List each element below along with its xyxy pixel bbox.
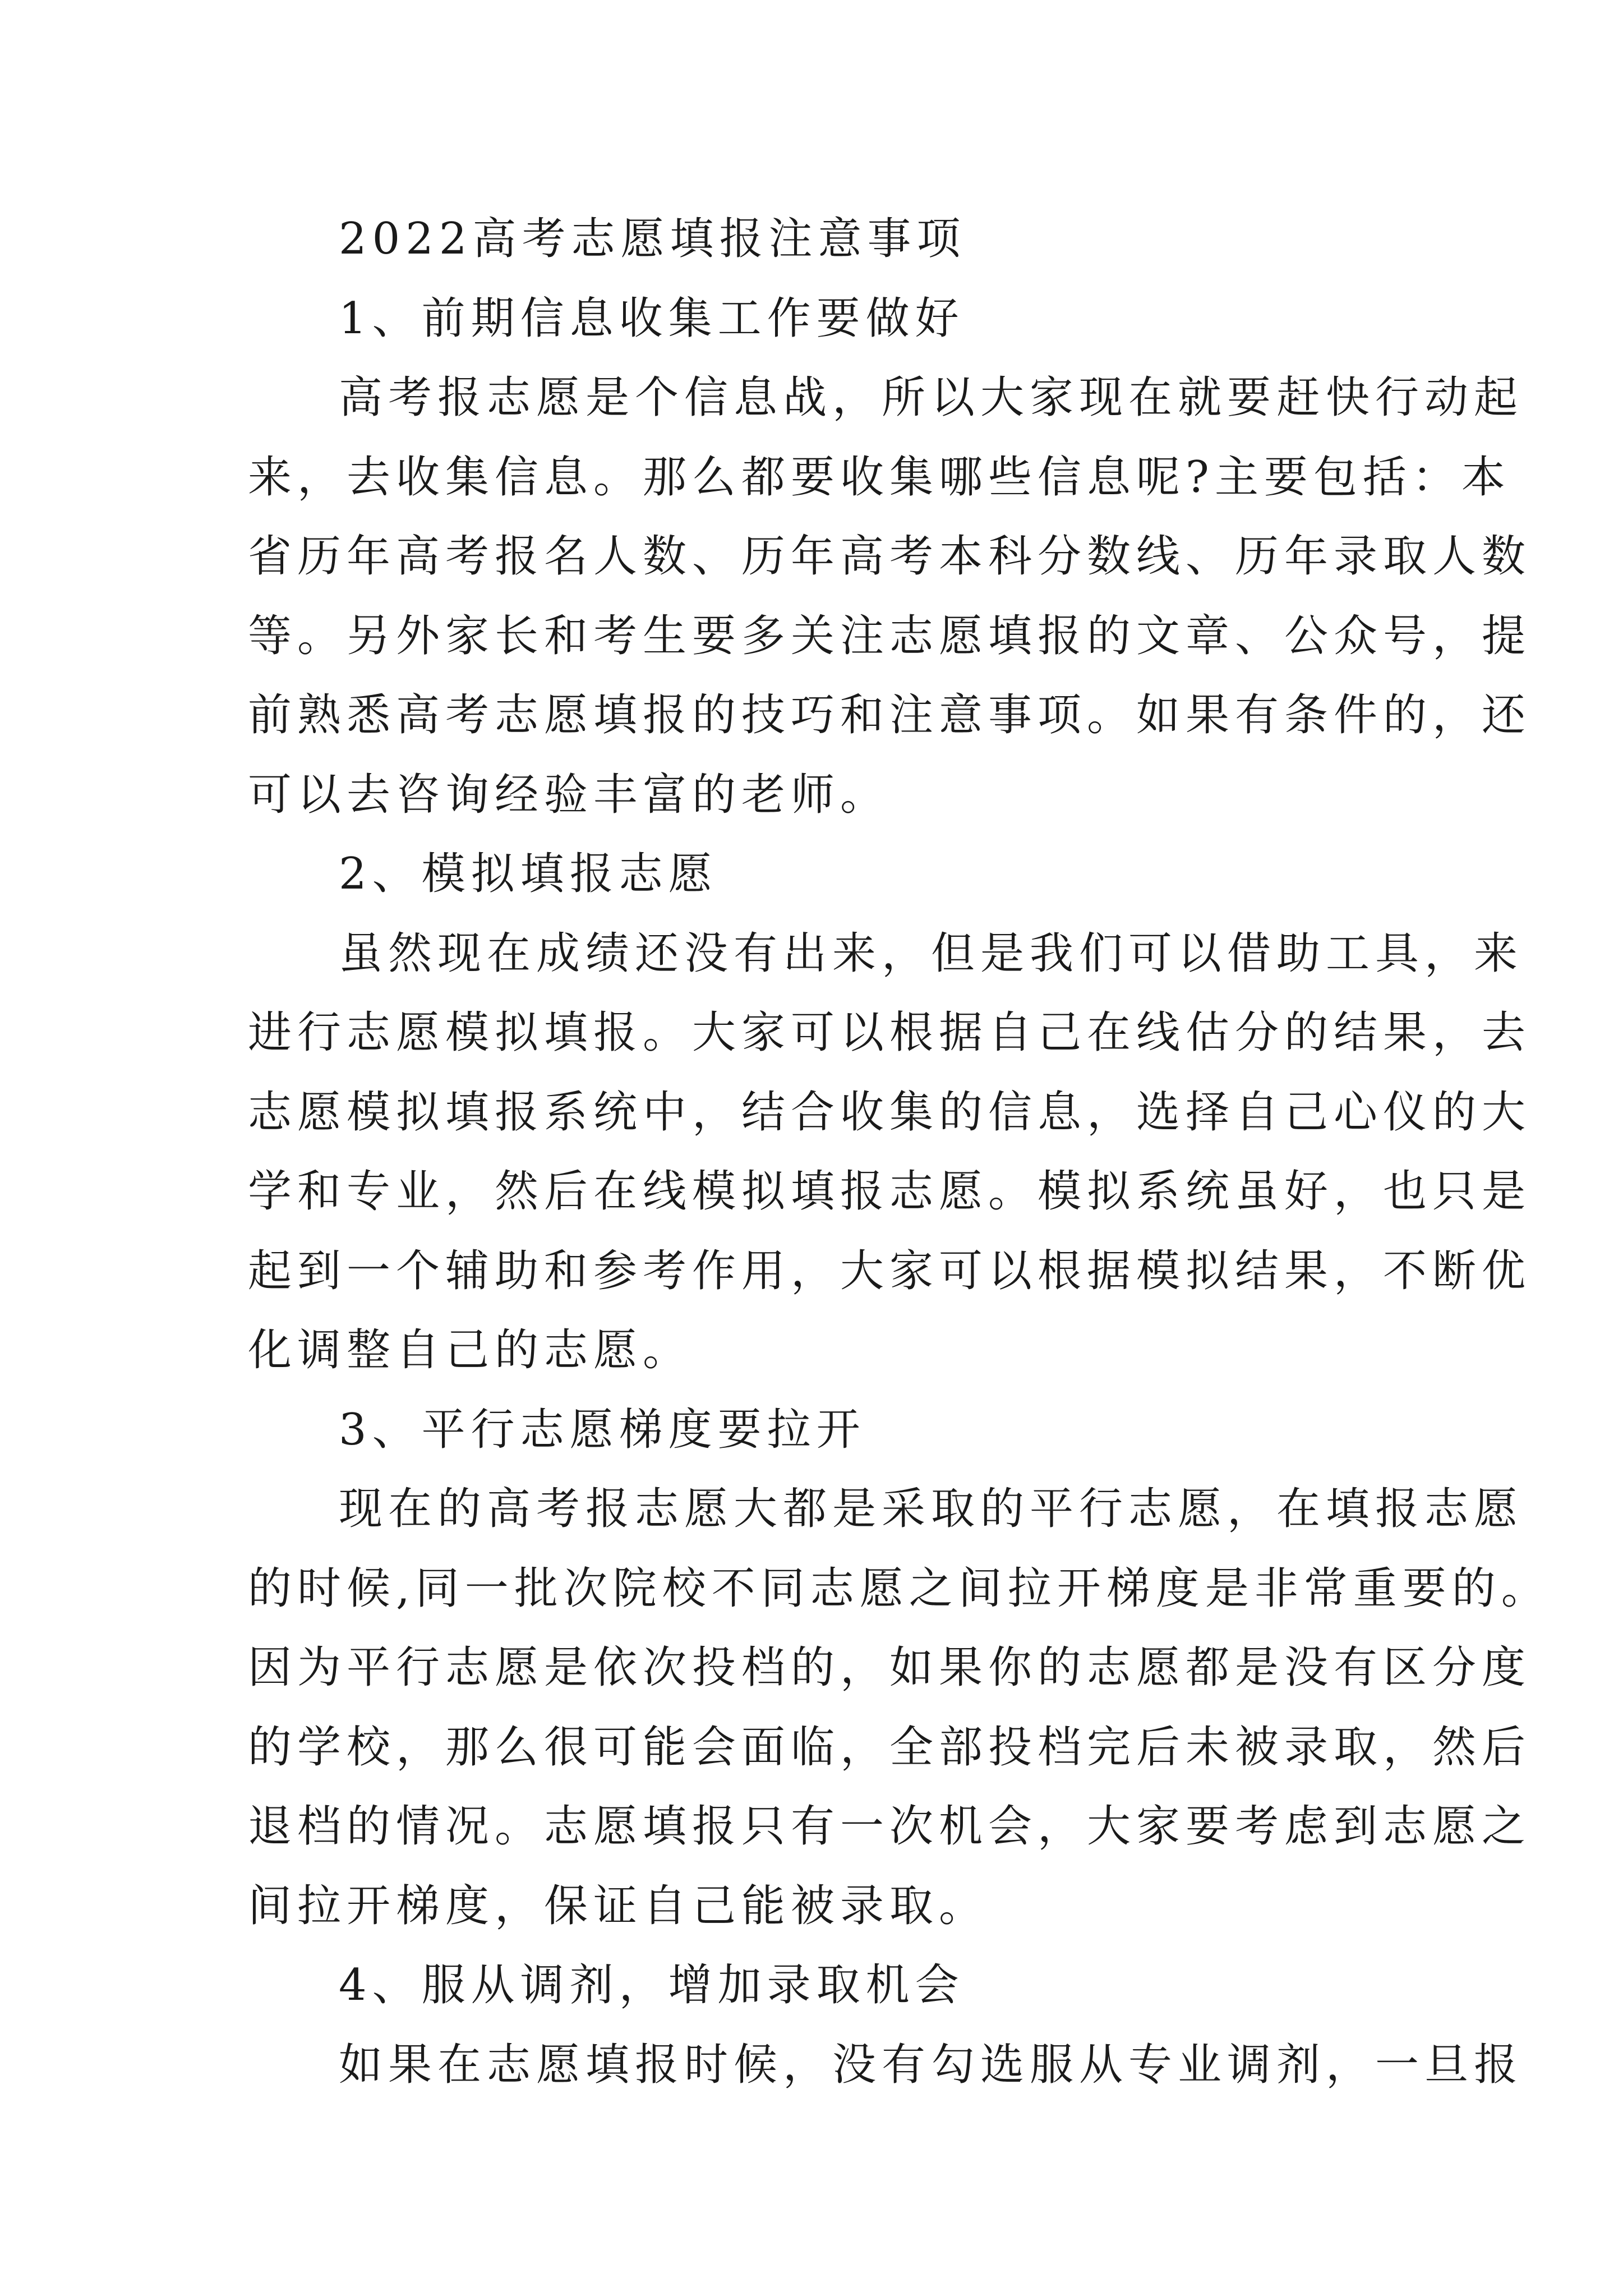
document-body <box>248 200 1551 2105</box>
paragraph-line: 志愿模拟填报系统中，结合收集的信息，选择自己心仪的大 <box>248 1087 1532 1138</box>
paragraph-line: 退档的情况。志愿填报只有一次机会，大家要考虑到志愿之 <box>248 1801 1532 1852</box>
paragraph-line: 现在的高考报志愿大都是采取的平行志愿，在填报志愿 <box>339 1484 1524 1534</box>
paragraph-line: 间拉开梯度，保证自己能被录取。 <box>248 1880 989 1931</box>
section-heading: 2、模拟填报志愿 <box>339 849 718 899</box>
paragraph-line: 等。另外家长和考生要多关注志愿填报的文章、公众号，提 <box>248 610 1532 661</box>
paragraph-line: 来，去收集信息。那么都要收集哪些信息呢?主要包括：本 <box>248 452 1511 503</box>
paragraph-line: 虽然现在成绩还没有出来，但是我们可以借助工具，来 <box>339 928 1524 979</box>
document-title: 2022高考志愿填报注意事项 <box>339 214 966 264</box>
paragraph-line: 起到一个辅助和参考作用，大家可以根据模拟结果，不断优 <box>248 1245 1532 1296</box>
paragraph-line: 前熟悉高考志愿填报的技巧和注意事项。如果有条件的，还 <box>248 690 1532 740</box>
section-heading: 4、服从调剂，增加录取机会 <box>339 1960 965 2010</box>
paragraph-line: 化调整自己的志愿。 <box>248 1325 693 1375</box>
paragraph-line: 学和专业，然后在线模拟填报志愿。模拟系统虽好，也只是 <box>248 1166 1532 1217</box>
paragraph-line: 可以去咨询经验丰富的老师。 <box>248 769 890 820</box>
section-heading: 1、前期信息收集工作要做好 <box>339 293 965 344</box>
paragraph-line: 的时候,同一批次院校不同志愿之间拉开梯度是非常重要的。 <box>248 1563 1551 1614</box>
paragraph-line: 因为平行志愿是依次投档的，如果你的志愿都是没有区分度 <box>248 1642 1532 1693</box>
paragraph-line: 的学校，那么很可能会面临，全部投档完后未被录取，然后 <box>248 1722 1532 1773</box>
paragraph-line: 进行志愿模拟填报。大家可以根据自己在线估分的结果，去 <box>248 1007 1532 1058</box>
section-heading: 3、平行志愿梯度要拉开 <box>339 1404 866 1455</box>
paragraph-line: 如果在志愿填报时候，没有勾选服从专业调剂，一旦报 <box>339 2039 1524 2090</box>
paragraph-line: 高考报志愿是个信息战，所以大家现在就要赶快行动起 <box>339 372 1524 423</box>
paragraph-line: 省历年高考报名人数、历年高考本科分数线、历年录取人数 <box>248 531 1532 582</box>
